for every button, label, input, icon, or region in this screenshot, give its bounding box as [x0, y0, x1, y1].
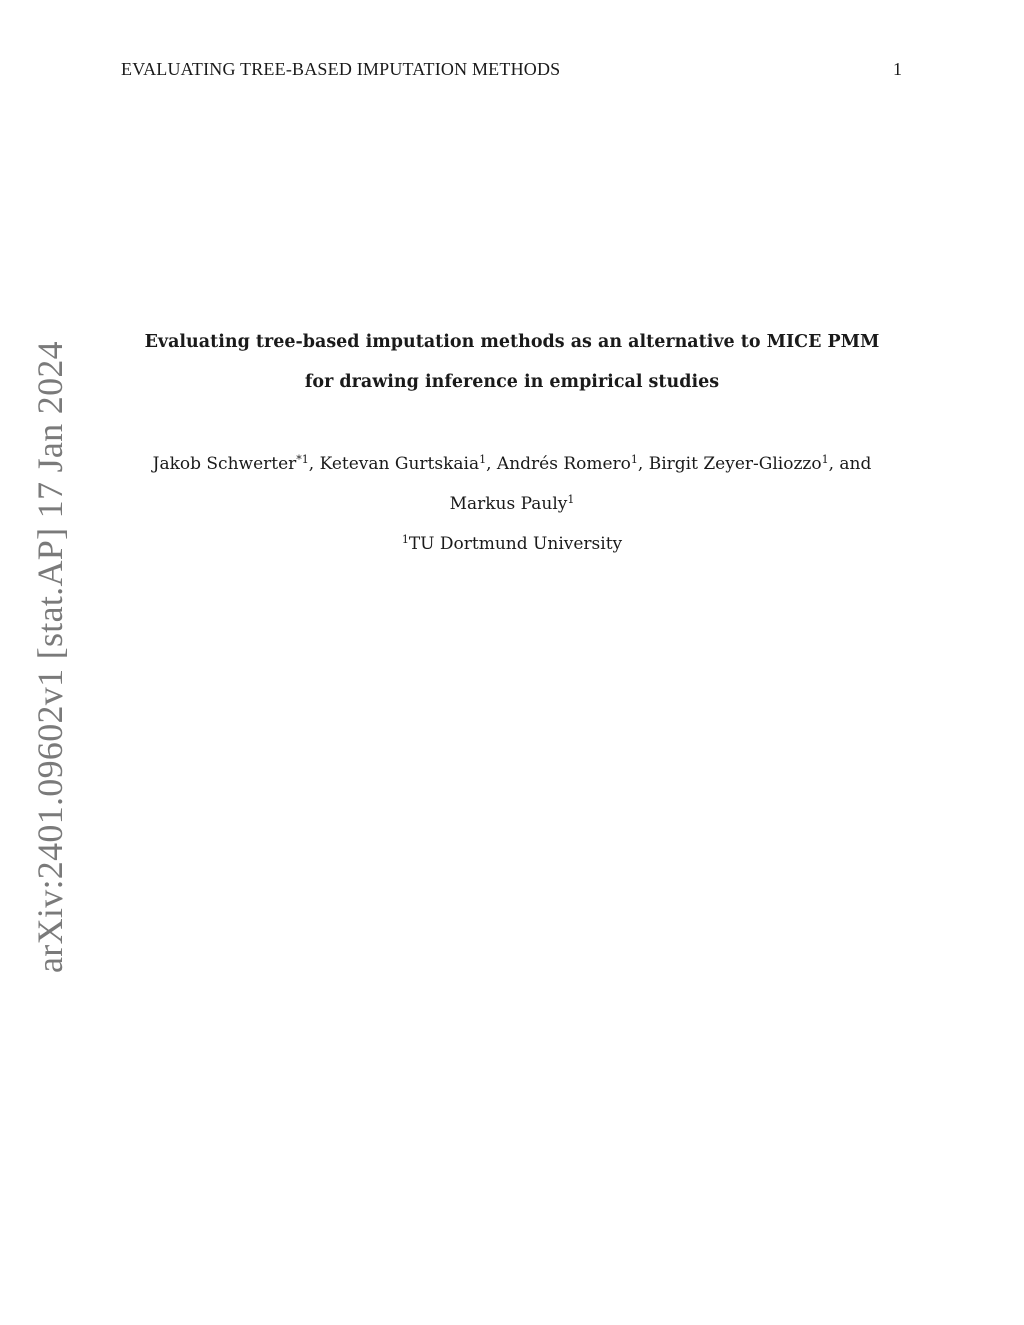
author-name: Andrés Romero	[496, 454, 631, 474]
author-separator: ,	[308, 454, 320, 474]
author-name: Ketevan Gurtskaia	[319, 454, 480, 474]
author-affiliation-mark: 1	[567, 493, 575, 506]
paper-title	[0, 322, 1024, 402]
affiliation-mark: 1	[401, 533, 409, 546]
title-line-1: Evaluating tree-based imputation methods as an alternative to MICE PMM	[144, 332, 880, 352]
page-number: 1	[893, 59, 902, 79]
author-name: Markus Pauly	[449, 494, 568, 514]
author-line-1	[0, 444, 1024, 484]
author-separator: ,	[637, 454, 649, 474]
author-affiliation-mark: *1	[296, 453, 309, 466]
author-affiliation-mark: 1	[479, 453, 487, 466]
running-head: EVALUATING TREE-BASED IMPUTATION METHODS	[121, 59, 561, 79]
author-name: Jakob Schwerter	[152, 454, 297, 474]
author-affiliation-mark: 1	[821, 453, 829, 466]
author-line-2	[0, 484, 1024, 524]
arxiv-identifier-stamp: arXiv:2401.09602v1 [stat.AP] 17 Jan 2024	[30, 341, 70, 973]
affiliation-name: TU Dortmund University	[408, 534, 623, 554]
affiliation	[0, 524, 1024, 564]
author-separator: ,	[486, 454, 497, 474]
author-list	[0, 444, 1024, 564]
author-separator: , and	[828, 454, 872, 474]
author-name: Birgit Zeyer-Gliozzo	[648, 454, 822, 474]
author-affiliation-mark: 1	[630, 453, 638, 466]
title-line-2: for drawing inference in empirical studies	[304, 372, 720, 392]
